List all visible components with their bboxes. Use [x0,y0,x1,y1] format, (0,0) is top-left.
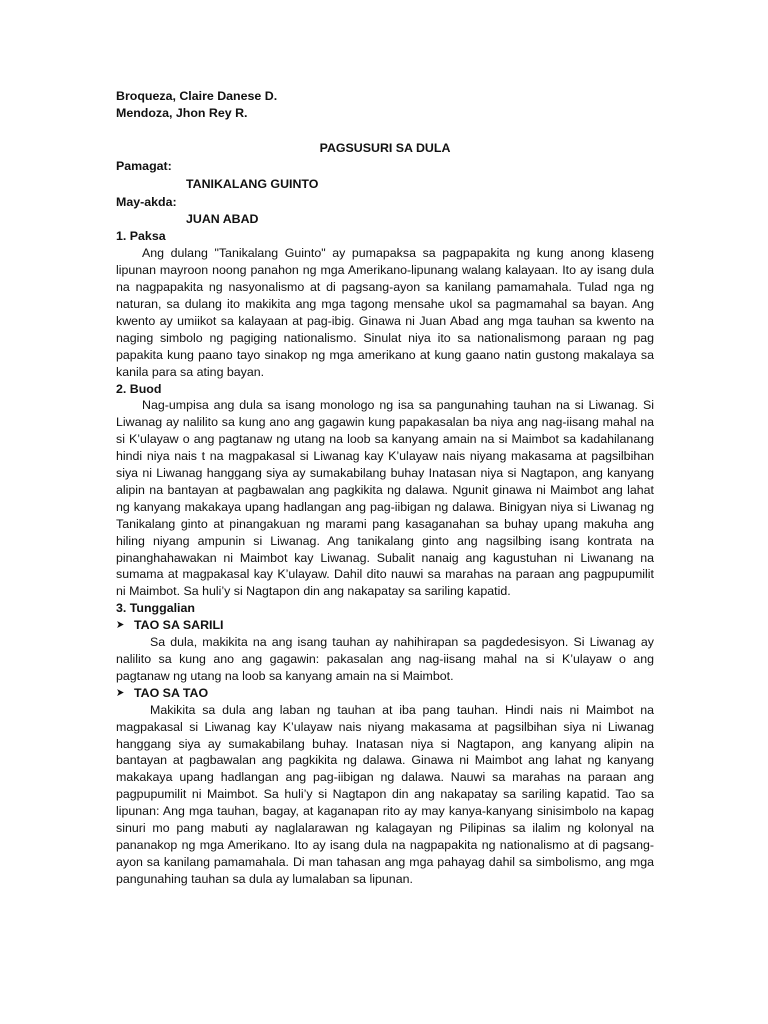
pamagat-label: Pamagat: [116,158,172,173]
arrow-bullet-icon: ➤ [116,686,125,699]
tao-sa-sarili-paragraph: Sa dula, makikita na ang isang tauhan ay nahihirapan sa pagdedesisyon. Si Liwanag ay nalilito sa kung ano ang gagawin: pakasalan ang nag-iisang mahal na si K’ulayaw o ang pagtanaw ng utang na loob sa kanyang amain na si Maimbot. [116,635,654,683]
document-title: PAGSUSURI SA DULA [319,140,451,155]
author-2: Mendoza, Jhon Rey R. [116,105,248,120]
document-page [116,88,654,888]
author-1: Broqueza, Claire Danese D. [116,89,278,103]
pamagat-value: TANIKALANG GUINTO [186,176,319,191]
bullet-label: TAO SA SARILI [134,618,224,633]
section-heading-tunggalian: 3. Tunggalian [116,601,195,616]
arrow-bullet-icon: ➤ [116,619,125,632]
paksa-paragraph: Ang dulang "Tanikalang Guinto" ay pumapaksa sa pagpapakita ng kung anong klaseng lipunan mayroon noong panahon ng mga Amerikano-lipunang walang kalayaan. Ito ay isang dula na nagpapakita ng nasyonalismo at di pagsang-ayon sa kanilang pamamahala. Tulad nga ng naturan, sa dulang ito makikita ang mga tagong mensahe ukol sa pagmamahal sa bayan. Ang kwento ay umiikot sa kalayaan at pag-ibig. Ginawa ni Juan Abad ang mga tauhan sa kwento na naging simbolo ng pagiging nationalismo. Sinulat niya ito sa nationalismong paraan ng pag papakita kung paano tayo sinakop ng mga amerikano at kung gaano natin gustong makalaya sa kanila para sa ating bayan. [116,246,654,379]
mayakda-value: JUAN ABAD [186,212,259,227]
bullet-label: TAO SA TAO [134,685,209,700]
tao-sa-tao-paragraph: Makikita sa dula ang laban ng tauhan at iba pang tauhan. Hindi nais ni Maimbot na magpakasal si Liwanag kay K’ulayaw nais niyang makasama at pagsilbihan siya ni Liwanag hanggang siya ay sumakabilang buhay. Inatasan niya si Nagtapon, ang kanyang alipin na bantayan at pagbawalan ang pagkikita ng dalawa. Ginawa ni Maimbot ang lahat ng kanyang makakaya upang hadlangan ang pag-iibigan ng dalawa. Nauwi sa marahas na paraan ang pagpupumilit ni Maimbot. Sa huli’y si Nagtapon din ang nakapatay sa sariling kapatid. Tao sa lipunan: Ang mga tauhan, bagay, at kaganapan rito ay may kanya-kanyang sinisimbolo na kapag sinuri mo pang mabuti ay naglalarawan ng kalagayan ng Pilipinas sa ilalim ng kolonyal na pananakop ng mga Amerikano. Ito ay isang dula na nagpapakita ng nationalismo at di pagsang-ayon sa kanilang pamamahala. Di man tahasan ang mga pahayag dahil sa simbolismo, ang mga pangunahing tauhan sa dula ay lumalaban sa lipunan. [116,702,654,886]
mayakda-label: May-akda: [116,194,177,209]
section-heading-buod: 2. Buod [116,381,162,396]
buod-paragraph: Nag-umpisa ang dula sa isang monologo ng isa sa pangunahing tauhan na si Liwanag. Si Liwanag ay nalilito sa kung ano ang gagawin kung papakasalan ba niya ang nag-iisang mahal na si K’ulayaw o ang pagtanaw ng utang na loob sa kanyang amain na si Maimbot sa kadahilanang hindi niya nais t na magpakasal si Liwanag kay K’ulayaw nais niyang makasama at pagsilbihan siya ni Liwanag hanggang siya ay sumakabilang buhay Inatasan niya si Nagtapon, ang kanyang alipin na bantayan at pagbawalan ang pagkikita ng dalawa. Ngunit ginawa ni Maimbot ang lahat ng kanyang makakaya upang hadlangan ang pag-iibigan ng dalawa. Binigyan niya si Liwanag ng Tanikalang ginto at pinangakuan ng marami pang kasaganahan sa buhay upang makuha ang hiling niyang ampunin si Liwanag. Ang tanikalang ginto ang nagsilbing isang kontrata na pinanghahawakan ni Maimbot kay Liwanag. Subalit nanaig ang kagustuhan ni Liwanang na sumama at magpakasal kay K’ulayaw. Dahil dito nauwi sa marahas na paraan ang pagpupumilit ni Maimbot. Sa huli’y si Nagtapon din ang nakapatay sa sariling kapatid. [116,398,654,599]
section-heading-paksa: 1. Paksa [116,229,166,244]
bullet-tao-sa-sarili [116,617,654,634]
bullet-tao-sa-tao [116,685,654,702]
